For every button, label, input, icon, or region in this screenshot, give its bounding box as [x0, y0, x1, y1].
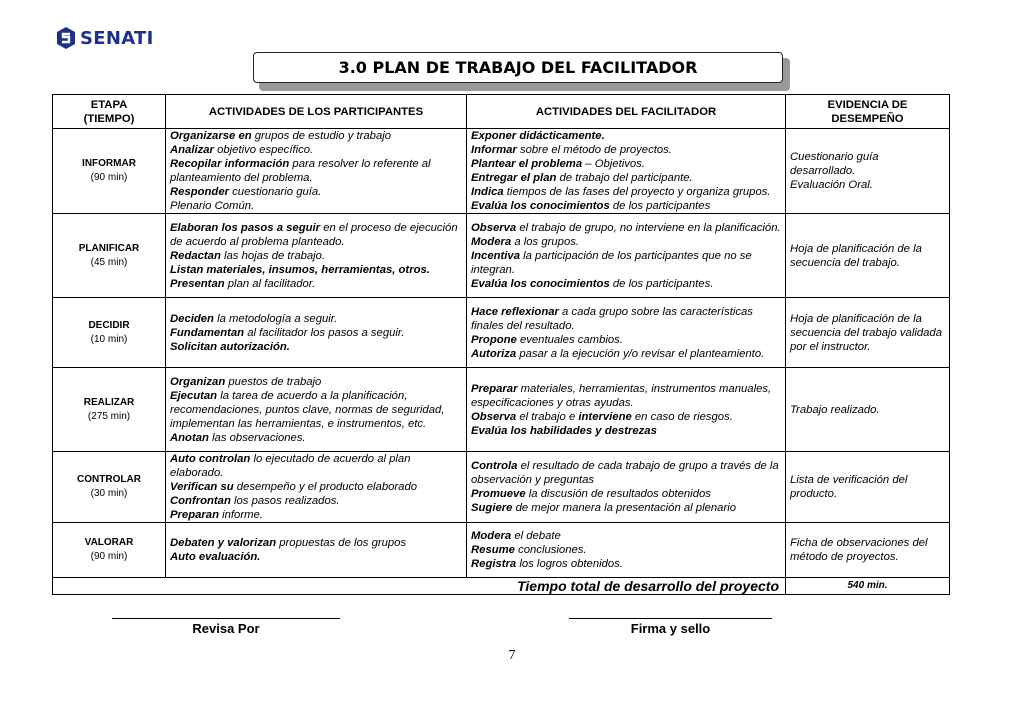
facilitador-line [471, 221, 781, 235]
participantes-text: desempeño y el producto elaborado [233, 481, 418, 493]
evidencia-line [790, 312, 945, 354]
etapa-name: PLANIFICAR [78, 242, 140, 254]
participantes-text: para resolver lo referente al planteamiento del problema. [170, 158, 431, 184]
facilitador-line [471, 235, 781, 249]
facilitador-bold-text: Promueve [471, 488, 526, 500]
participantes-bold-text: Preparan [170, 509, 219, 521]
facilitador-line [471, 487, 781, 501]
table-row [53, 523, 950, 578]
participantes-cell [166, 298, 467, 368]
facilitador-text: sobre el método de proyectos. [516, 144, 672, 156]
facilitador-bold-text: Autoriza [471, 347, 517, 360]
facilitador-bold-text: Plantear el problema [471, 158, 583, 170]
participantes-bold-text: Listan materiales, insumos, herramientas, otros. [170, 263, 430, 276]
participantes-line [170, 312, 462, 326]
evidencia-line [790, 150, 945, 178]
facilitador-bold-text: Indica [471, 186, 504, 198]
facilitador-bold-text: Controla [471, 460, 518, 472]
participantes-bold-text: Auto controlan [170, 453, 251, 465]
evidencia-text: Hoja de planificación de la secuencia del trabajo validada por el instructor. [790, 312, 942, 353]
facilitador-line [471, 143, 781, 157]
header-evidencia [786, 95, 950, 129]
evidencia-line [790, 536, 945, 564]
participantes-cell [166, 523, 467, 578]
table-row [53, 298, 950, 368]
participantes-bold-text: Organizarse en [170, 130, 252, 142]
participantes-cell [166, 129, 467, 214]
facilitador-text: el trabajo e [516, 410, 579, 423]
participantes-bold-text: Presentan [170, 277, 225, 290]
table-row [53, 129, 950, 214]
participantes-line [170, 340, 462, 354]
evidencia-text: Ficha de observaciones del método de proyectos. [790, 537, 928, 563]
facilitador-text: el trabajo de grupo, no interviene en la planificación. [516, 221, 781, 234]
participantes-text: objetivo específico. [213, 144, 314, 156]
participantes-line [170, 431, 462, 445]
facilitador-text: el debate [511, 530, 561, 542]
participantes-bold-text: Elaboran los pasos a seguir [170, 221, 321, 234]
evidencia-cell [786, 368, 950, 452]
total-value: 540 min. [786, 578, 950, 595]
facilitador-text: a cada grupo sobre las características finales del resultado. [471, 305, 753, 332]
participantes-bold-text: Auto evaluación. [170, 551, 261, 563]
facilitador-text: la discusión de resultados obtenidos [525, 488, 711, 500]
participantes-cell [166, 214, 467, 298]
participantes-bold-text: Debaten y valorizan [170, 537, 277, 549]
seal-label: Firma y sello [630, 621, 711, 636]
facilitador-cell [467, 368, 786, 452]
evidencia-text: Cuestionario guía desarrollado. [790, 151, 879, 177]
participantes-bold-text: Redactan [170, 249, 221, 262]
participantes-bold-text: Responder [170, 186, 230, 198]
header-etapa-line2: (TIEMPO) [83, 112, 135, 125]
participantes-text: plan al facilitador. [224, 277, 316, 290]
facilitador-bold-text: Evalúa los habilidades y destrezas [471, 424, 657, 437]
participantes-line [170, 375, 462, 389]
participantes-bold-text: Verifican su [170, 481, 234, 493]
facilitador-text: la participación de los participantes que no se integran. [471, 249, 752, 276]
reviewer-signature-line [112, 618, 340, 619]
participantes-line [170, 199, 462, 213]
facilitador-text: los logros obtenidos. [516, 558, 623, 570]
evidencia-text: Evaluación Oral. [790, 179, 873, 191]
facilitador-line [471, 410, 781, 424]
facilitador-bold-text: Hace reflexionar [471, 305, 559, 318]
evidencia-cell [786, 214, 950, 298]
participantes-bold-text: Ejecutan [170, 389, 218, 402]
participantes-text: las observaciones. [208, 431, 306, 444]
participantes-line [170, 263, 462, 277]
evidencia-text: Hoja de planificación de la secuencia del trabajo. [790, 242, 922, 269]
seal-signature [569, 618, 772, 636]
etapa-name: VALORAR [84, 537, 134, 548]
participantes-bold-text: Solicitan autorización. [170, 340, 290, 353]
participantes-text: la tarea de acuerdo a la planificación, recomendaciones, puntos clave, normas de seguridad, implementan las herramientas, e instrumentos, etc. [170, 389, 445, 430]
facilitador-line [471, 157, 781, 171]
participantes-bold-text: Recopilar información [170, 158, 290, 170]
facilitador-text: de los participantes. [609, 277, 714, 290]
total-label: Tiempo total de desarrollo del proyecto [53, 578, 786, 595]
facilitador-line [471, 171, 781, 185]
facilitador-text: de los participantes [609, 200, 711, 212]
title-box [253, 52, 783, 83]
participantes-line [170, 452, 462, 480]
participantes-line [170, 494, 462, 508]
etapa-name: CONTROLAR [77, 474, 141, 485]
participantes-bold-text: Analizar [170, 144, 214, 156]
facilitador-bold-text: Observa [471, 221, 517, 234]
facilitador-bold-text: Evalúa los conocimientos [471, 200, 610, 212]
header-evidencia-line1: EVIDENCIA DE [827, 98, 908, 111]
header-participantes: ACTIVIDADES DE LOS PARTICIPANTES [166, 95, 467, 129]
facilitador-text: pasar a la ejecución y/o revisar el planteamiento. [516, 347, 765, 360]
evidencia-line [790, 473, 945, 501]
facilitador-line [471, 129, 781, 143]
header-etapa [53, 95, 166, 129]
etapa-name: REALIZAR [83, 396, 135, 408]
facilitador-text: de trabajo del participante. [556, 172, 693, 184]
facilitador-bold-text: Propone [471, 333, 517, 346]
header-evidencia-line2: DESEMPEÑO [831, 112, 904, 125]
facilitador-line [471, 557, 781, 571]
facilitador-line [471, 501, 781, 515]
facilitador-text: materiales, herramientas, instrumentos manuales, especificaciones y otras ayudas. [471, 382, 772, 409]
participantes-bold-text: Confrontan [170, 495, 231, 507]
facilitador-bold-text: Registra [471, 558, 517, 570]
evidencia-line [790, 403, 945, 417]
etapa-cell [53, 214, 166, 298]
facilitador-line [471, 305, 781, 333]
logo-text: SENATI [80, 27, 154, 49]
etapa-name: INFORMAR [82, 158, 136, 169]
facilitador-text: el resultado de cada trabajo de grupo a través de la observación y preguntas [471, 460, 779, 486]
facilitador-bold-text: Observa [471, 410, 517, 423]
facilitador-cell [467, 214, 786, 298]
evidencia-cell [786, 298, 950, 368]
facilitador-bold-text: Exponer didácticamente. [471, 130, 605, 142]
facilitador-bold-text: Informar [471, 144, 517, 156]
participantes-text: al facilitador los pasos a seguir. [244, 326, 405, 339]
header-etapa-line1: ETAPA [90, 98, 128, 111]
facilitador-text: en caso de riesgos. [631, 410, 733, 423]
participantes-line [170, 326, 462, 340]
participantes-text: propuestas de los grupos [276, 537, 407, 549]
facilitador-bold-text: Incentiva [471, 249, 520, 262]
etapa-cell [53, 368, 166, 452]
participantes-text: en el proceso de ejecución de acuerdo al problema planteado. [170, 221, 458, 248]
facilitador-line [471, 543, 781, 557]
etapa-cell [53, 523, 166, 578]
facilitador-text: tiempos de las fases del proyecto y organiza grupos. [503, 186, 771, 198]
facilitador-line [471, 347, 781, 361]
facilitador-line [471, 529, 781, 543]
facilitador-text: de mejor manera la presentación al plenario [512, 502, 736, 514]
facilitador-bold-text: interviene [578, 410, 632, 423]
facilitador-bold-text: Entregar el plan [471, 172, 557, 184]
page-title: 3.0 PLAN DE TRABAJO DEL FACILITADOR [338, 58, 698, 77]
facilitador-cell [467, 452, 786, 523]
etapa-time: (30 min) [90, 488, 128, 499]
participantes-text: los pasos realizados. [230, 495, 340, 507]
participantes-line [170, 508, 462, 522]
header-row [53, 95, 950, 129]
participantes-cell [166, 368, 467, 452]
evidencia-text: Lista de verificación del producto. [790, 474, 908, 500]
etapa-cell [53, 129, 166, 214]
facilitador-line [471, 249, 781, 277]
participantes-bold-text: Deciden [170, 312, 214, 325]
senati-logo [56, 26, 154, 50]
facilitador-line [471, 459, 781, 487]
facilitador-bold-text: Sugiere [471, 502, 513, 514]
facilitador-cell [467, 298, 786, 368]
etapa-time: (90 min) [90, 172, 128, 183]
evidencia-line [790, 178, 945, 192]
participantes-line [170, 185, 462, 199]
participantes-text: informe. [218, 509, 263, 521]
etapa-time: (90 min) [90, 551, 128, 562]
reviewer-label: Revisa Por [192, 621, 260, 636]
etapa-cell [53, 298, 166, 368]
participantes-line [170, 221, 462, 249]
participantes-line [170, 550, 462, 564]
evidencia-text: Trabajo realizado. [790, 403, 880, 416]
evidencia-cell [786, 129, 950, 214]
participantes-bold-text: Organizan [170, 375, 226, 388]
facilitador-line [471, 277, 781, 291]
page-number: 7 [508, 648, 516, 663]
participantes-text: la metodología a seguir. [213, 312, 338, 325]
facilitador-line [471, 185, 781, 199]
facilitador-bold-text: Evalúa los conocimientos [471, 277, 610, 290]
participantes-text: puestos de trabajo [225, 375, 322, 388]
participantes-line [170, 536, 462, 550]
participantes-bold-text: Fundamentan [170, 326, 245, 339]
participantes-line [170, 277, 462, 291]
facilitador-cell [467, 523, 786, 578]
participantes-text: cuestionario guía. [229, 186, 322, 198]
table-row [53, 368, 950, 452]
facilitador-line [471, 382, 781, 410]
senati-logo-icon [56, 26, 76, 50]
facilitador-bold-text: Resume [471, 544, 515, 556]
participantes-line [170, 157, 462, 185]
facilitador-cell [467, 129, 786, 214]
etapa-cell [53, 452, 166, 523]
evidencia-line [790, 242, 945, 270]
reviewer-signature [112, 618, 340, 636]
facilitador-line [471, 333, 781, 347]
evidencia-cell [786, 452, 950, 523]
participantes-line [170, 480, 462, 494]
facilitador-line [471, 199, 781, 213]
plan-table [52, 94, 950, 595]
etapa-time: (10 min) [90, 333, 128, 345]
participantes-text: lo ejecutado de acuerdo al plan elaborado. [170, 453, 411, 479]
participantes-text: las hojas de trabajo. [220, 249, 326, 262]
evidencia-cell [786, 523, 950, 578]
participantes-text: grupos de estudio y trabajo [251, 130, 392, 142]
facilitador-text: conclusiones. [514, 544, 587, 556]
header-facilitador: ACTIVIDADES DEL FACILITADOR [467, 95, 786, 129]
participantes-line [170, 129, 462, 143]
etapa-time: (275 min) [87, 410, 131, 422]
facilitador-text: a los grupos. [511, 235, 580, 248]
etapa-time: (45 min) [90, 256, 128, 268]
participantes-line [170, 249, 462, 263]
participantes-text: Plenario Común. [170, 200, 255, 212]
facilitador-text: – Objetivos. [582, 158, 645, 170]
facilitador-text: eventuales cambios. [516, 333, 623, 346]
participantes-line [170, 389, 462, 431]
participantes-bold-text: Anotan [170, 431, 209, 444]
table-row [53, 452, 950, 523]
total-row [53, 578, 950, 595]
facilitador-bold-text: Preparar [471, 382, 518, 395]
table-row [53, 214, 950, 298]
facilitador-bold-text: Modera [471, 530, 512, 542]
participantes-line [170, 143, 462, 157]
etapa-name: DECIDIR [88, 319, 130, 331]
facilitador-bold-text: Modera [471, 235, 512, 248]
seal-signature-line [569, 618, 772, 619]
participantes-cell [166, 452, 467, 523]
facilitador-line [471, 424, 781, 438]
